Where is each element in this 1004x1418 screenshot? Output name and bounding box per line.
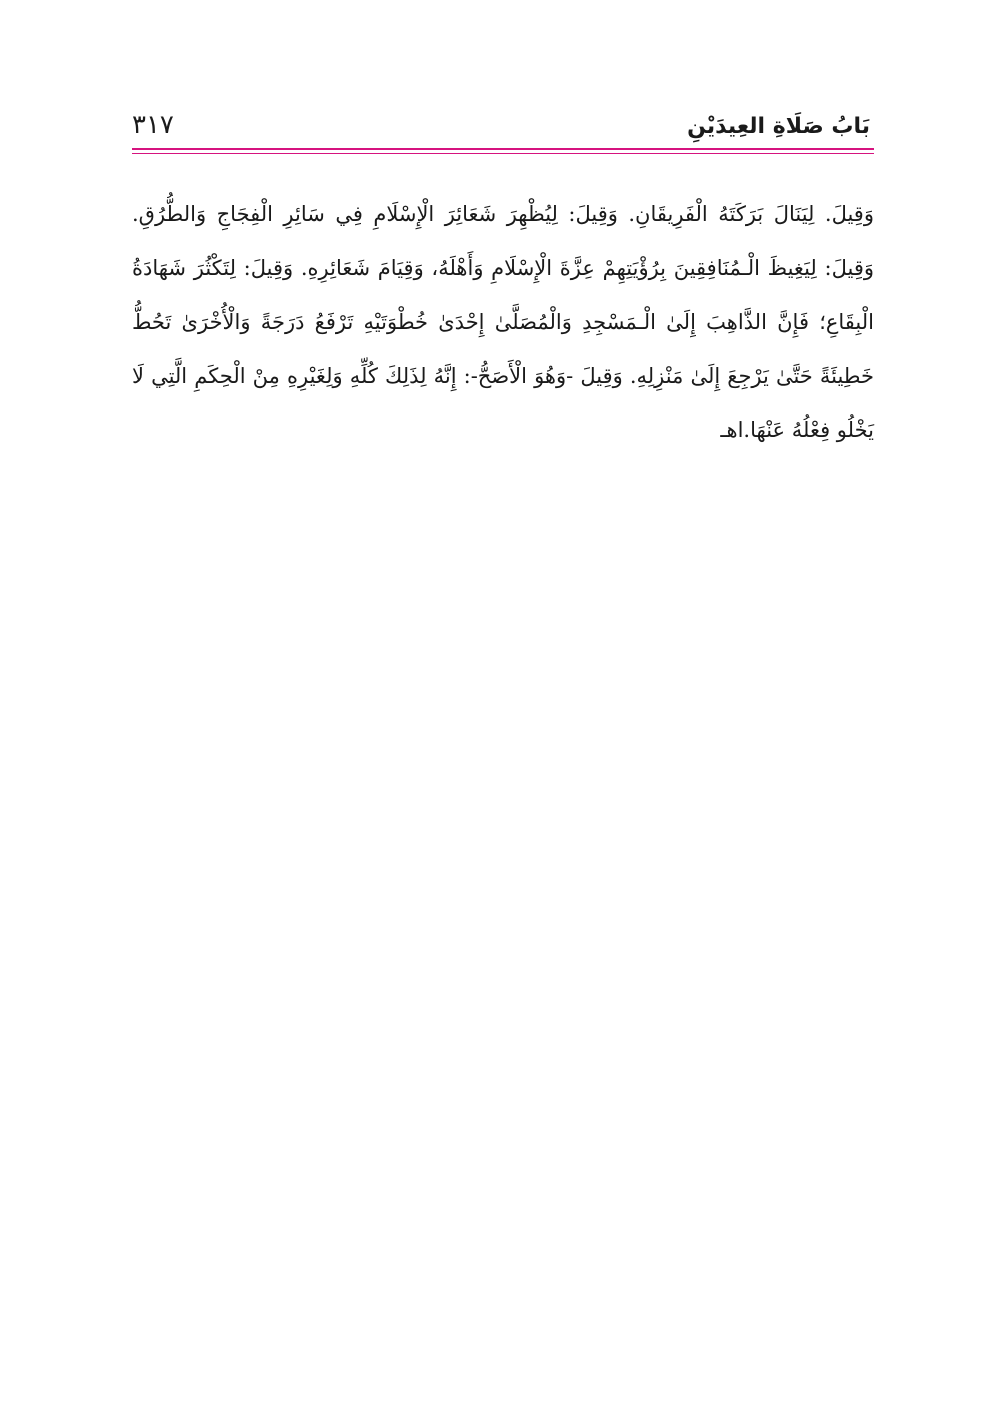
page-number: ٣١٧ [132, 110, 174, 140]
running-title: بَابُ صَلَاةِ العِيدَيْنِ [687, 114, 870, 139]
page-header [132, 108, 874, 144]
header-rule-bottom [132, 153, 874, 154]
body-paragraph: وَقِيلَ. لِيَنَالَ بَرَكَتَهُ الْفَرِيقَانِ. وَقِيلَ: لِيُظْهِرَ شَعَائِرَ الْإِسْلَامِ فِي سَائِرِ الْفِجَاجِ وَالطُّرُقِ. وَقِيلَ: لِيَغِيظَ الْـمُنَافِقِينَ بِرُؤْيَتِهِمْ عِزَّةَ الْإِسْلَامِ وَأَهْلَهُ، وَقِيَامَ شَعَائِرِهِ. وَقِيلَ: لِتَكْثُرَ شَهَادَةُ الْبِقَاعِ؛ فَإِنَّ الذَّاهِبَ إِلَىٰ الْـمَسْجِدِ وَالْمُصَلَّىٰ إِحْدَىٰ خُطْوَتَيْهِ تَرْفَعُ دَرَجَةً وَالْأُخْرَىٰ تَحُطُّ خَطِيئَةً حَتَّىٰ يَرْجِعَ إِلَىٰ مَنْزِلِهِ. وَقِيلَ -وَهُوَ الْأَصَحُّ-: إِنَّهُ لِذَلِكَ كُلِّهِ وَلِغَيْرِهِ مِنْ الْحِكَمِ الَّتِي لَا يَخْلُو فِعْلُهُ عَنْهَا.اهـ [132, 202, 874, 442]
header-rule-top [132, 148, 874, 150]
